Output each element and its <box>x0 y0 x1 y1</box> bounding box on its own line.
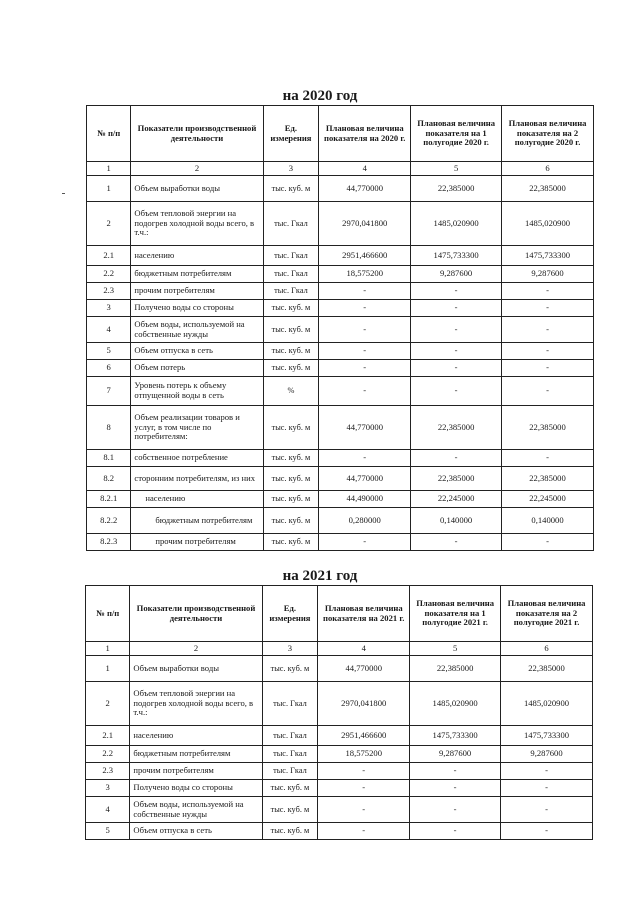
header-plan-half1: Плановая величина показателя на 1 полугодие 2021 г. <box>410 586 501 642</box>
unit-cell: тыс. Гкал <box>262 726 318 746</box>
plan-half2-value: 1485,020900 <box>501 682 593 726</box>
column-number: 3 <box>262 642 318 656</box>
scan-speck <box>62 193 65 194</box>
header-num: № п/п <box>87 106 131 162</box>
plan-half2-value: 9,287600 <box>501 746 593 763</box>
row-number: 5 <box>86 823 130 840</box>
column-number: 6 <box>501 642 593 656</box>
plan-year-value: 44,770000 <box>319 176 411 202</box>
header-indicator-name: Показатели производственной деятельности <box>130 586 262 642</box>
plan-half2-value: 0,140000 <box>502 508 594 534</box>
table-row <box>86 823 593 840</box>
plan-half2-value: 22,385000 <box>502 467 594 491</box>
unit-cell: тыс. Гкал <box>262 746 318 763</box>
unit-cell: тыс. куб. м <box>262 780 318 797</box>
plan-half1-value: 22,245000 <box>411 491 502 508</box>
table-row <box>86 780 593 797</box>
header-plan-half1: Плановая величина показателя на 1 полугодие 2020 г. <box>411 106 502 162</box>
table-row <box>87 202 594 246</box>
unit-cell: тыс. Гкал <box>263 283 319 300</box>
unit-cell: тыс. куб. м <box>263 300 319 317</box>
plan-year-value: - <box>319 300 411 317</box>
indicator-name: населению <box>130 726 262 746</box>
plan-year-value: 18,575200 <box>319 266 411 283</box>
header-plan-half2: Плановая величина показателя на 2 полугодие 2020 г. <box>502 106 594 162</box>
plan-year-value: - <box>319 317 411 343</box>
plan-half1-value: 1475,733300 <box>411 246 502 266</box>
unit-cell: тыс. куб. м <box>262 656 318 682</box>
column-number: 2 <box>131 162 263 176</box>
unit-cell: тыс. куб. м <box>263 534 319 551</box>
plan-half2-value: 1475,733300 <box>501 726 593 746</box>
table-row <box>87 406 594 450</box>
plan-half1-value: 22,385000 <box>411 406 502 450</box>
plan-half1-value: - <box>411 534 502 551</box>
plan-half1-value: 22,385000 <box>411 176 502 202</box>
plan-half2-value: - <box>502 450 594 467</box>
plan-half2-value: - <box>502 317 594 343</box>
plan-year-value: 2970,041800 <box>318 682 410 726</box>
plan-half2-value: - <box>502 343 594 360</box>
unit-cell: тыс. куб. м <box>263 317 319 343</box>
plan-year-value: - <box>318 823 410 840</box>
row-number: 1 <box>87 176 131 202</box>
row-number: 3 <box>87 300 131 317</box>
indicator-name: Объем отпуска в сеть <box>130 823 262 840</box>
plan-year-value: 44,770000 <box>319 467 411 491</box>
plan-half2-value: 9,287600 <box>502 266 594 283</box>
unit-cell: тыс. Гкал <box>262 763 318 780</box>
indicator-name: Объем воды, используемой на собственные нужды <box>130 797 262 823</box>
plan-half2-value: - <box>502 300 594 317</box>
plan-year-value: - <box>318 780 410 797</box>
table-row <box>87 467 594 491</box>
row-number: 8.1 <box>87 450 131 467</box>
table-row <box>87 283 594 300</box>
plan-year-value: 2970,041800 <box>319 202 411 246</box>
table-row <box>86 763 593 780</box>
unit-cell: тыс. куб. м <box>263 176 319 202</box>
plan-half2-value: 22,385000 <box>502 176 594 202</box>
indicator-name: Объем выработки воды <box>130 656 262 682</box>
plan-half1-value: 9,287600 <box>410 746 501 763</box>
table-row <box>87 317 594 343</box>
plan-half1-value: - <box>411 450 502 467</box>
header-unit: Ед. измерения <box>262 586 318 642</box>
header-plan-year: Плановая величина показателя на 2020 г. <box>319 106 411 162</box>
table-row <box>87 508 594 534</box>
plan-half2-value: - <box>501 823 593 840</box>
plan-year-value: - <box>319 377 411 406</box>
plan-half1-value: 22,385000 <box>410 656 501 682</box>
plan-half1-value: - <box>411 360 502 377</box>
plan-year-value: - <box>319 283 411 300</box>
plan-year-value: - <box>319 534 411 551</box>
unit-cell: тыс. куб. м <box>263 343 319 360</box>
table-row <box>87 360 594 377</box>
column-number: 2 <box>130 642 262 656</box>
row-number: 3 <box>86 780 130 797</box>
plan-half1-value: 9,287600 <box>411 266 502 283</box>
indicator-name: Объем отпуска в сеть <box>131 343 263 360</box>
plan-half1-value: 0,140000 <box>411 508 502 534</box>
row-number: 4 <box>87 317 131 343</box>
plan-year-value: - <box>319 360 411 377</box>
table-row <box>87 377 594 406</box>
header-indicator-name: Показатели производственной деятельности <box>131 106 263 162</box>
plan-half2-value: 22,385000 <box>502 406 594 450</box>
table-row <box>87 246 594 266</box>
header-unit: Ед. измерения <box>263 106 319 162</box>
indicator-name: прочим потребителям <box>131 534 263 551</box>
indicator-name: бюджетным потребителям <box>130 746 262 763</box>
indicator-name: Объем потерь <box>131 360 263 377</box>
plan-year-value: - <box>318 797 410 823</box>
unit-cell: тыс. Гкал <box>263 266 319 283</box>
plan-half2-value: - <box>502 534 594 551</box>
plan-year-value: 0,280000 <box>319 508 411 534</box>
row-number: 2.3 <box>86 763 130 780</box>
indicator-name: Объем воды, используемой на собственные нужды <box>131 317 263 343</box>
column-number: 6 <box>502 162 594 176</box>
column-number: 5 <box>410 642 501 656</box>
unit-cell: тыс. куб. м <box>263 467 319 491</box>
table-row <box>87 176 594 202</box>
header-plan-year: Плановая величина показателя на 2021 г. <box>318 586 410 642</box>
row-number: 2.3 <box>87 283 131 300</box>
table-row <box>87 491 594 508</box>
plan-half1-value: - <box>410 797 501 823</box>
indicator-name: Объем реализации товаров и услуг, в том числе по потребителям: <box>131 406 263 450</box>
indicator-name: Объем тепловой энергии на подогрев холодной воды всего, в т.ч.: <box>130 682 262 726</box>
section-title-2021: на 2021 год <box>282 568 358 584</box>
plan-half2-value: 1485,020900 <box>502 202 594 246</box>
table-row <box>86 746 593 763</box>
unit-cell: тыс. куб. м <box>263 360 319 377</box>
unit-cell: тыс. куб. м <box>262 797 318 823</box>
column-number: 5 <box>411 162 502 176</box>
indicator-name: населению <box>131 246 263 266</box>
plan-year-value: 18,575200 <box>318 746 410 763</box>
unit-cell: тыс. куб. м <box>263 491 319 508</box>
row-number: 8.2 <box>87 467 131 491</box>
column-number: 1 <box>87 162 131 176</box>
row-number: 8.2.1 <box>87 491 131 508</box>
plan-year-value: - <box>319 450 411 467</box>
indicator-name: прочим потребителям <box>130 763 262 780</box>
plan-half2-value: 22,245000 <box>502 491 594 508</box>
plan-half1-value: 1475,733300 <box>410 726 501 746</box>
indicator-name: Объем тепловой энергии на подогрев холодной воды всего, в т.ч.: <box>131 202 263 246</box>
unit-cell: тыс. куб. м <box>262 823 318 840</box>
plan-half1-value: 1485,020900 <box>410 682 501 726</box>
table-row <box>87 300 594 317</box>
row-number: 1 <box>86 656 130 682</box>
row-number: 5 <box>87 343 131 360</box>
row-number: 2 <box>87 202 131 246</box>
row-number: 2.2 <box>86 746 130 763</box>
plan-half1-value: 22,385000 <box>411 467 502 491</box>
unit-cell: тыс. Гкал <box>263 246 319 266</box>
plan-half2-value: - <box>502 360 594 377</box>
unit-cell: тыс. Гкал <box>262 682 318 726</box>
table-row <box>87 343 594 360</box>
plan-year-value: 2951,466600 <box>318 726 410 746</box>
table-row <box>87 266 594 283</box>
plan-year-value: 2951,466600 <box>319 246 411 266</box>
unit-cell: тыс. куб. м <box>263 508 319 534</box>
row-number: 8.2.2 <box>87 508 131 534</box>
plan-half2-value: - <box>502 377 594 406</box>
indicator-name: прочим потребителям <box>131 283 263 300</box>
column-number: 1 <box>86 642 130 656</box>
indicator-name: населению <box>131 491 263 508</box>
plan-half1-value: - <box>411 300 502 317</box>
plan-half2-value: - <box>501 763 593 780</box>
header-num: № п/п <box>86 586 130 642</box>
indicator-name: Получено воды со стороны <box>131 300 263 317</box>
indicator-name: собственное потребление <box>131 450 263 467</box>
plan-half1-value: - <box>410 780 501 797</box>
table-row <box>86 726 593 746</box>
row-number: 2.2 <box>87 266 131 283</box>
unit-cell: % <box>263 377 319 406</box>
column-number: 4 <box>319 162 411 176</box>
plan-half1-value: - <box>410 823 501 840</box>
plan-half2-value: - <box>501 797 593 823</box>
row-number: 8 <box>87 406 131 450</box>
unit-cell: тыс. Гкал <box>263 202 319 246</box>
row-number: 7 <box>87 377 131 406</box>
plan-half1-value: - <box>411 283 502 300</box>
plan-half2-value: 1475,733300 <box>502 246 594 266</box>
header-plan-half2: Плановая величина показателя на 2 полугодие 2021 г. <box>501 586 593 642</box>
plan-year-value: 44,490000 <box>319 491 411 508</box>
table-row <box>87 450 594 467</box>
row-number: 2.1 <box>86 726 130 746</box>
plan-half2-value: 22,385000 <box>501 656 593 682</box>
column-number: 3 <box>263 162 319 176</box>
indicator-name: сторонним потребителям, из них <box>131 467 263 491</box>
plan-year-value: - <box>319 343 411 360</box>
table-row <box>87 534 594 551</box>
indicators-table-2021 <box>85 585 593 840</box>
row-number: 2.1 <box>87 246 131 266</box>
plan-half2-value: - <box>501 780 593 797</box>
indicator-name: Получено воды со стороны <box>130 780 262 797</box>
section-title-2020: на 2020 год <box>282 88 358 104</box>
indicator-name: Объем выработки воды <box>131 176 263 202</box>
plan-year-value: - <box>318 763 410 780</box>
table-row <box>86 797 593 823</box>
indicator-name: бюджетным потребителям <box>131 508 263 534</box>
plan-half1-value: - <box>411 317 502 343</box>
plan-half1-value: - <box>411 343 502 360</box>
plan-year-value: 44,770000 <box>318 656 410 682</box>
plan-half2-value: - <box>502 283 594 300</box>
row-number: 8.2.3 <box>87 534 131 551</box>
table-row <box>86 682 593 726</box>
row-number: 6 <box>87 360 131 377</box>
indicator-name: бюджетным потребителям <box>131 266 263 283</box>
row-number: 4 <box>86 797 130 823</box>
plan-half1-value: - <box>411 377 502 406</box>
indicators-table-2020 <box>86 105 594 551</box>
plan-half1-value: 1485,020900 <box>411 202 502 246</box>
indicator-name: Уровень потерь к объему отпущенной воды в сеть <box>131 377 263 406</box>
plan-half1-value: - <box>410 763 501 780</box>
plan-year-value: 44,770000 <box>319 406 411 450</box>
row-number: 2 <box>86 682 130 726</box>
unit-cell: тыс. куб. м <box>263 450 319 467</box>
unit-cell: тыс. куб. м <box>263 406 319 450</box>
column-number: 4 <box>318 642 410 656</box>
table-row <box>86 656 593 682</box>
